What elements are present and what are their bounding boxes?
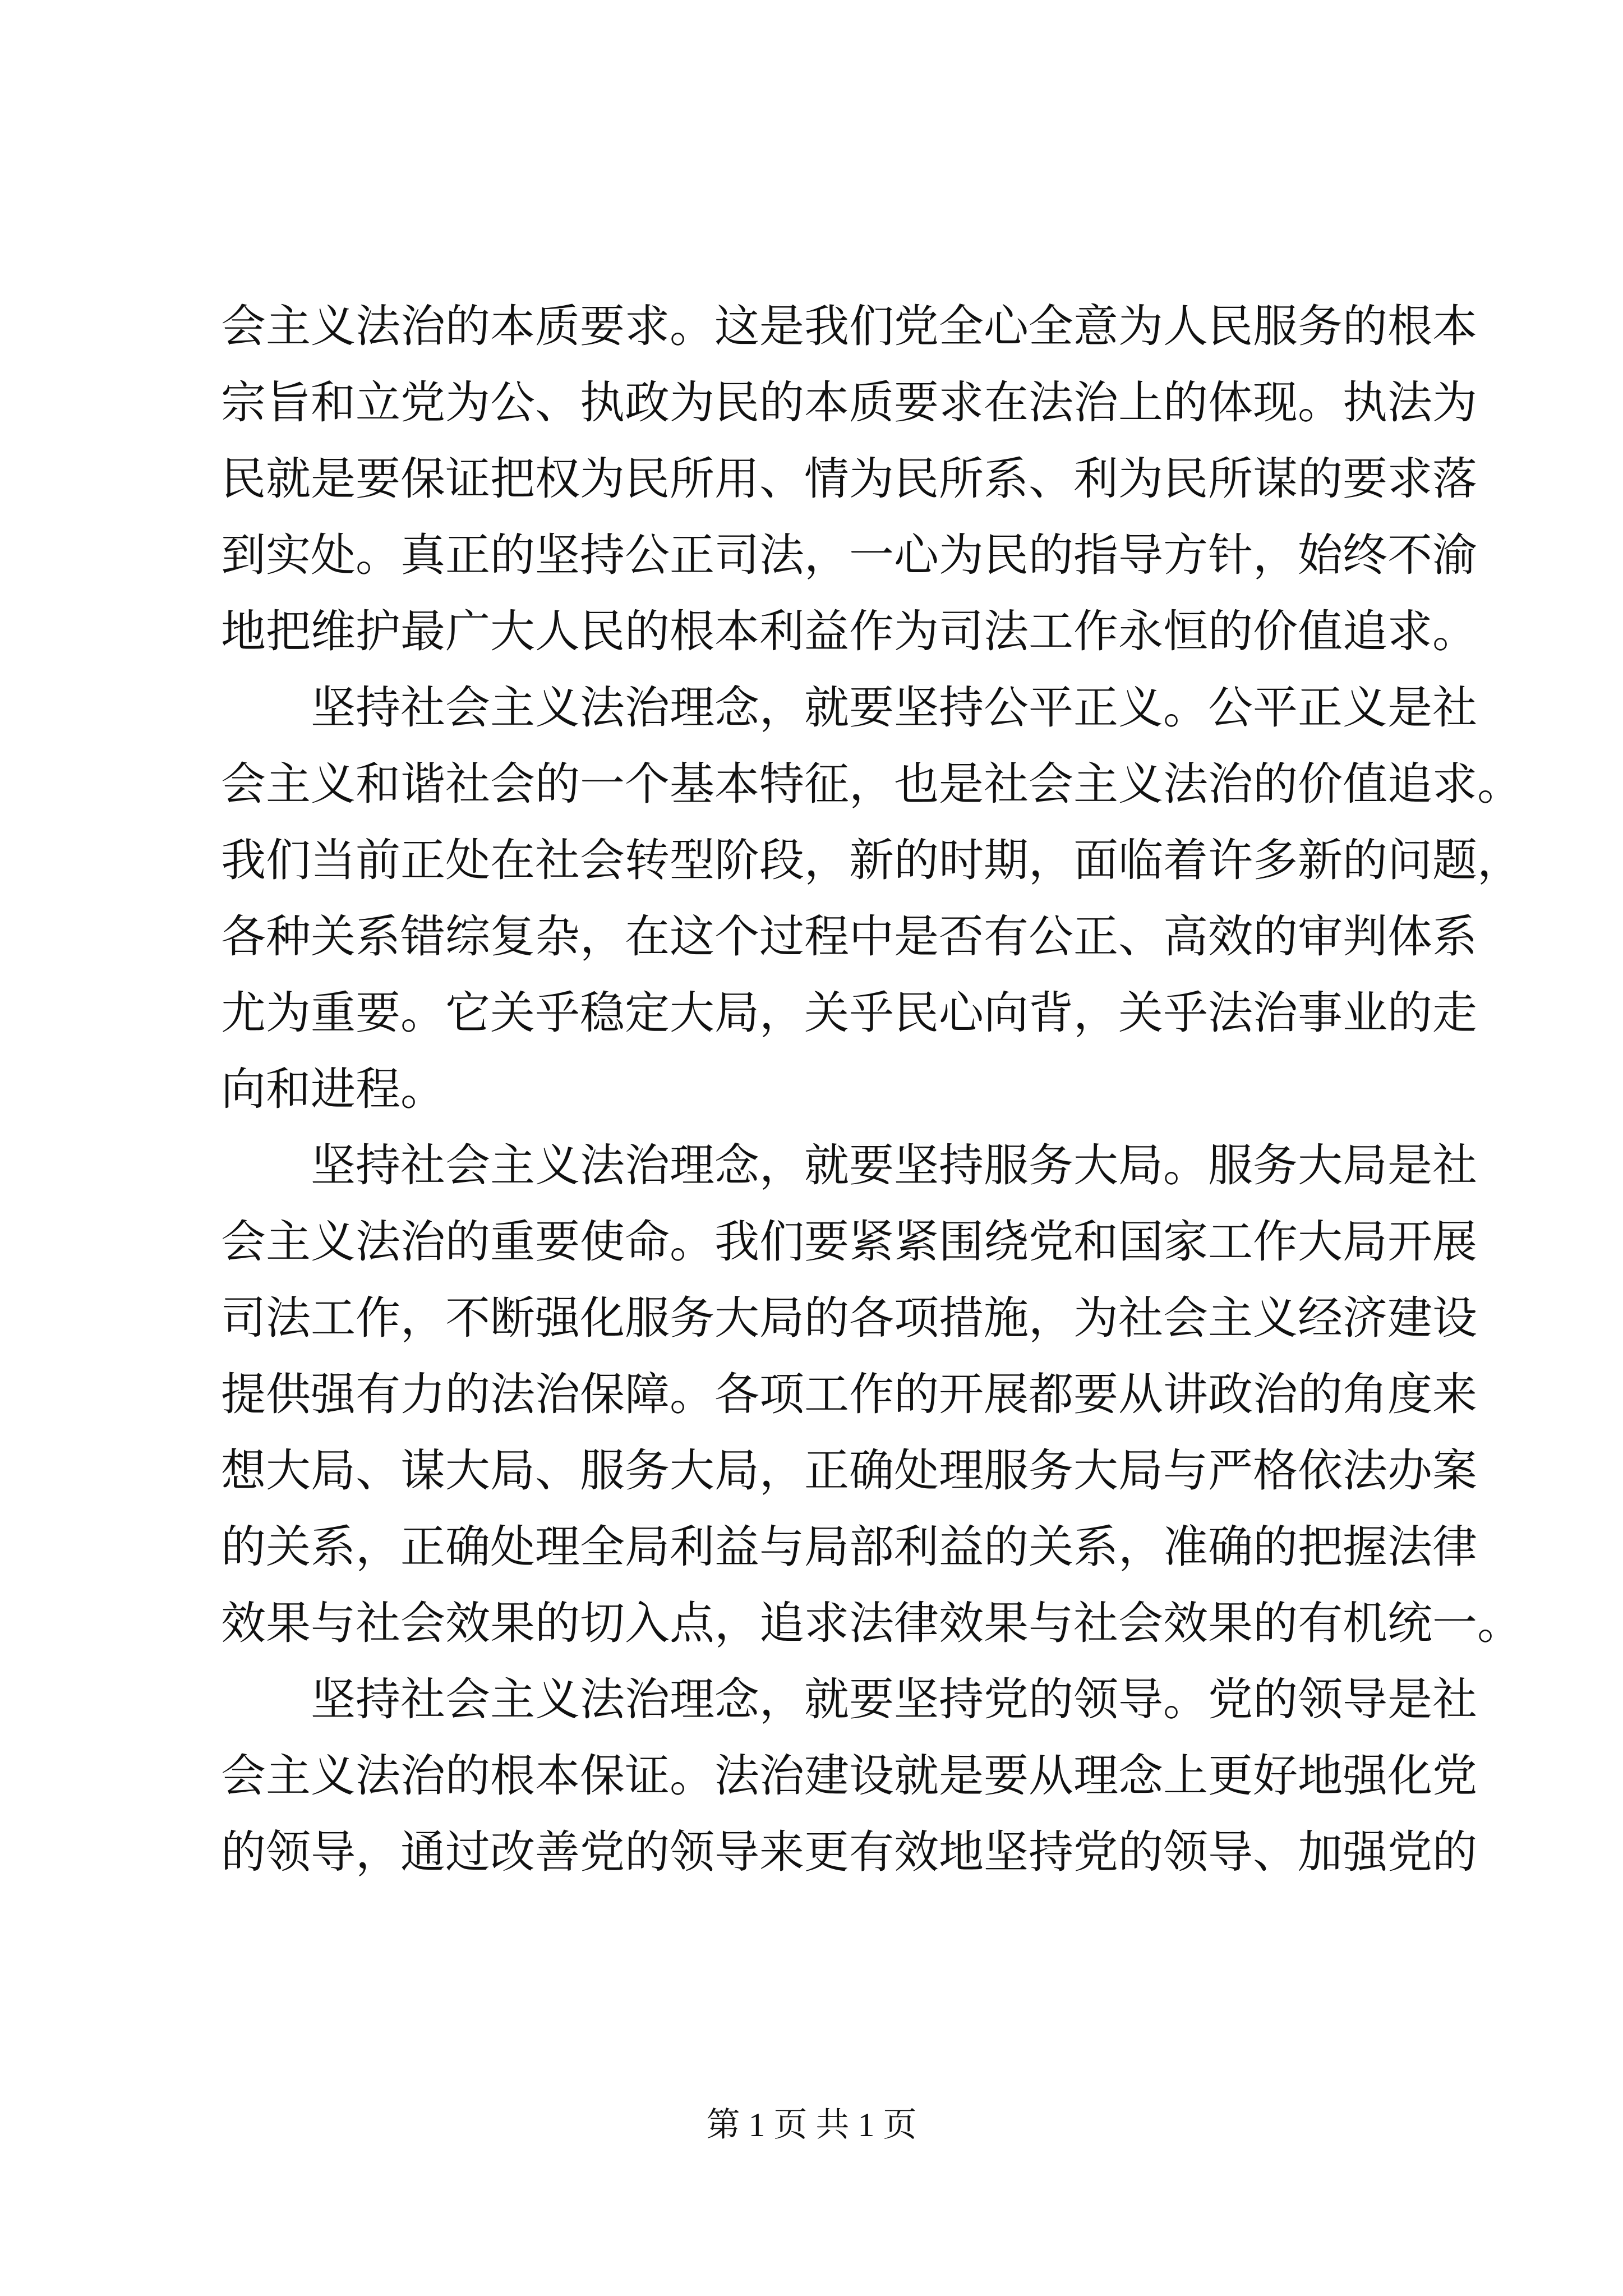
text-line: 尤为重要。它关乎稳定大局，关乎民心向背，关乎法治事业的走	[221, 987, 1477, 1039]
text-line: 会主义法治的本质要求。这是我们党全心全意为人民服务的根本	[221, 300, 1477, 352]
text-line: 的关系，正确处理全局利益与局部利益的关系，准确的把握法律	[221, 1521, 1477, 1573]
text-line: 司法工作，不断强化服务大局的各项措施，为社会主义经济建设	[221, 1292, 1477, 1344]
text-line: 坚持社会主义法治理念，就要坚持服务大局。服务大局是社	[221, 1139, 1477, 1191]
text-line: 会主义法治的重要使命。我们要紧紧围绕党和国家工作大局开展	[221, 1216, 1477, 1268]
text-line: 会主义和谐社会的一个基本特征，也是社会主义法治的价值追求。	[221, 758, 1522, 810]
text-line: 效果与社会效果的切入点，追求法律效果与社会效果的有机统一。	[221, 1597, 1522, 1649]
text-line: 向和进程。	[221, 1063, 445, 1115]
body-text	[221, 288, 1522, 1890]
text-line: 会主义法治的根本保证。法治建设就是要从理念上更好地强化党	[221, 1750, 1477, 1802]
text-line: 地把维护最广大人民的根本利益作为司法工作永恒的价值追求。	[221, 605, 1477, 657]
text-line: 提供强有力的法治保障。各项工作的开展都要从讲政治的角度来	[221, 1368, 1477, 1420]
text-line: 想大局、谋大局、服务大局，正确处理服务大局与严格依法办案	[221, 1444, 1477, 1497]
page-footer: 第 1 页 共 1 页	[706, 2106, 917, 2143]
text-line: 宗旨和立党为公、执政为民的本质要求在法治上的体现。执法为	[221, 376, 1477, 429]
text-line: 坚持社会主义法治理念，就要坚持党的领导。党的领导是社	[221, 1673, 1477, 1726]
text-line: 坚持社会主义法治理念，就要坚持公平正义。公平正义是社	[221, 682, 1477, 734]
text-line: 到实处。真正的坚持公正司法，一心为民的指导方针，始终不渝	[221, 529, 1477, 581]
text-line: 民就是要保证把权为民所用、情为民所系、利为民所谋的要求落	[221, 453, 1477, 505]
text-line: 的领导，通过改善党的领导来更有效地坚持党的领导、加强党的	[221, 1826, 1477, 1878]
text-line: 我们当前正处在社会转型阶段，新的时期，面临着许多新的问题，	[221, 834, 1522, 886]
text-line: 各种关系错综复杂，在这个过程中是否有公正、高效的审判体系	[221, 910, 1477, 963]
